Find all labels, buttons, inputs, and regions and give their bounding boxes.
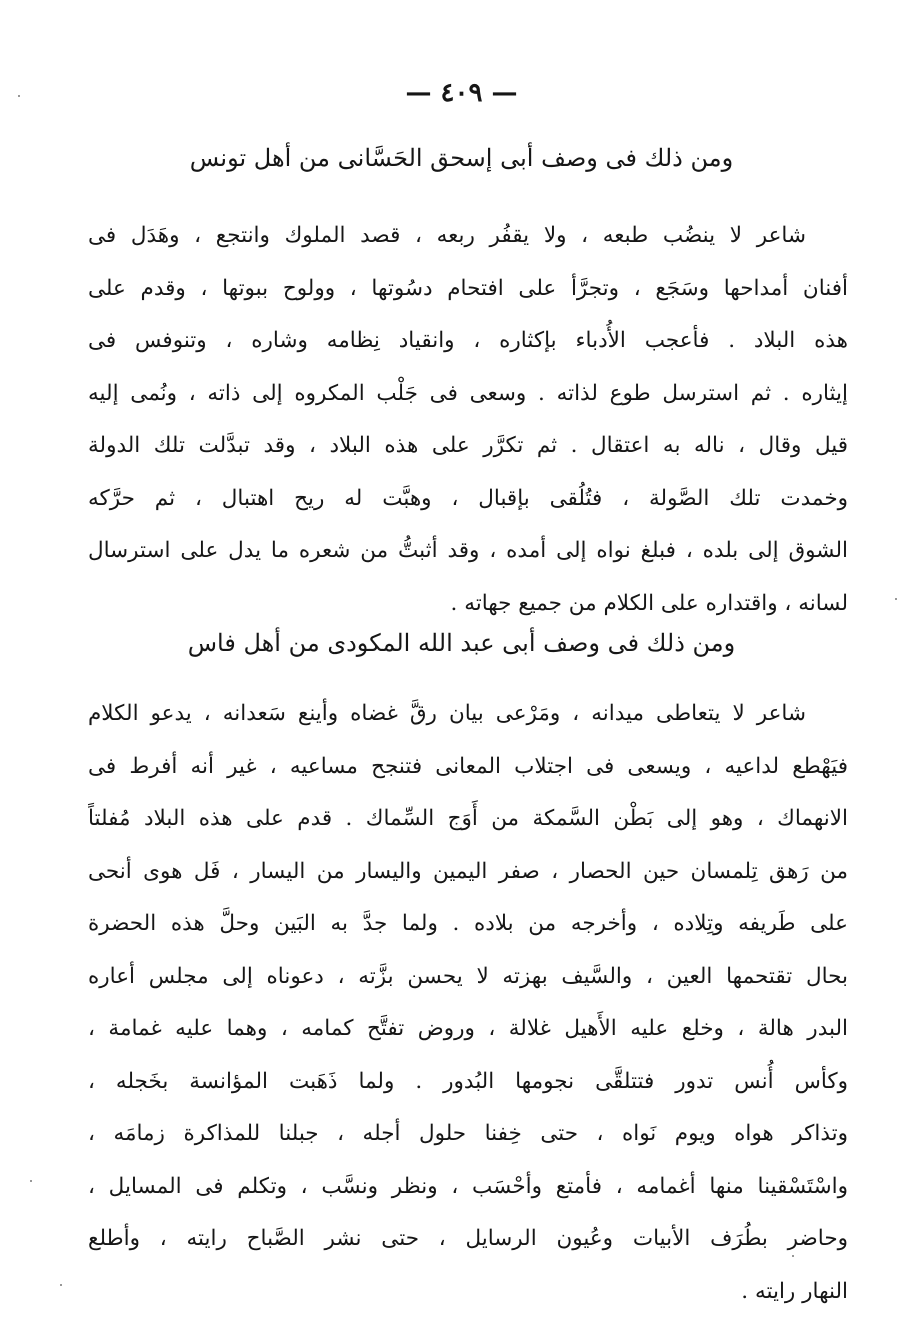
scan-speck [30, 1180, 32, 1182]
paragraph-makudi [88, 688, 848, 1318]
text-line: أفنان أمداحها وسَجَع ، وتجرَّأ على افتحام دسُوتها ، وولوح ببوتها ، وقدم على [88, 275, 848, 301]
text-line: إيثاره . ثم استرسل طوع لذاته . وسعى فى جَلْب المكروه إلى ذاته ، ونُمى إليه [88, 380, 848, 406]
section-heading-tunis: ومن ذلك فى وصف أبى إسحق الحَسَّانى من أهل تونس [189, 144, 734, 172]
text-line: شاعر لا ينضُب طبعه ، ولا يقفُر ربعه ، قصد الملوك وانتجع ، وهَدَل فى [88, 223, 806, 248]
scan-speck [18, 95, 20, 97]
text-line: وخمدت تلك الصَّولة ، فتُلُقى بإقبال ، وهبَّت له ريح اهتبال ، ثم حرَّكه [88, 485, 848, 511]
text-line: من رَهق تِلمسان حين الحصار ، صفر اليمين واليسار من اليسار ، فَل هوى أنحى [88, 858, 848, 884]
section-heading-fes: ومن ذلك فى وصف أبى عبد الله المكودى من أهل فاس [187, 629, 736, 657]
text-line: شاعر لا يتعاطى ميدانه ، ومَرْعى بيان رقَّ غضاه وأينع سَعدانه ، يدعو الكلام [88, 701, 806, 726]
text-line: هذه البلاد . فأعجب الأُدباء بإكثاره ، وانقياد نِظامه وشاره ، وتنوفس فى [88, 328, 848, 353]
text-line: الشوق إلى بلده ، فبلغ نواه إلى أمده ، وقد أثبتُّ من شعره ما يدل على استرسال [88, 538, 848, 563]
text-line: وتذاكر هواه ويوم نَواه ، حتى خِفنا حلول أجله ، جبلنا للمذاكرة زمامَه ، [88, 1121, 848, 1146]
text-line: الانهماك ، وهو إلى بَطْن السَّمكة من أَوَج السِّماك . قدم على هذه البلاد مُفلتاً [88, 806, 848, 831]
text-line: واسْتَسْقينا منها أغمامه ، فأمتع وأحْسَب ، ونظر ونسَّب ، وتكلم فى المسايل ، [88, 1173, 848, 1199]
text-line: وكأس أُنس تدور فتتلقَّى نجومها البُدور . ولما ذَهَبت المؤانسة بخَجله ، [88, 1068, 848, 1094]
page-number: — ٤٠٩ — [405, 78, 518, 108]
text-line: النهار رايته . [741, 1278, 848, 1304]
text-line: قيل وقال ، ناله به اعتقال . ثم تكرَّر على هذه البلاد ، وقد تبدَّلت تلك الدولة [88, 433, 848, 458]
paragraph-hassani [88, 210, 848, 630]
text-line: وحاضر بطُرَف الأبيات وعُيون الرسايل ، حتى نشر الصَّباح رايته ، وأطلع [88, 1226, 848, 1251]
text-line: على طَريفه وتِلاده ، وأخرجه من بلاده . ولما جدَّ به البَين وحلَّ هذه الحضرة [88, 911, 848, 936]
text-line: فيَهْطع لداعيه ، ويسعى فى اجتلاب المعانى فتنجح مساعيه ، غير أنه أفرط فى [88, 753, 848, 779]
text-line: البدر هالة ، وخلع عليه الأَهيل غلالة ، وروض تفتَّح كمامه ، وهما عليه غمامة ، [88, 1016, 848, 1041]
scan-speck [792, 1255, 794, 1257]
text-line: بحال تقتحمها العين ، والسَّيف بهزته لا يحسن بزَّته ، دعوناه إلى مجلس أعاره [88, 963, 848, 989]
text-line: لسانه ، واقتداره على الكلام من جميع جهاته . [450, 590, 848, 616]
scan-speck [895, 598, 897, 600]
scan-speck [60, 1284, 62, 1286]
